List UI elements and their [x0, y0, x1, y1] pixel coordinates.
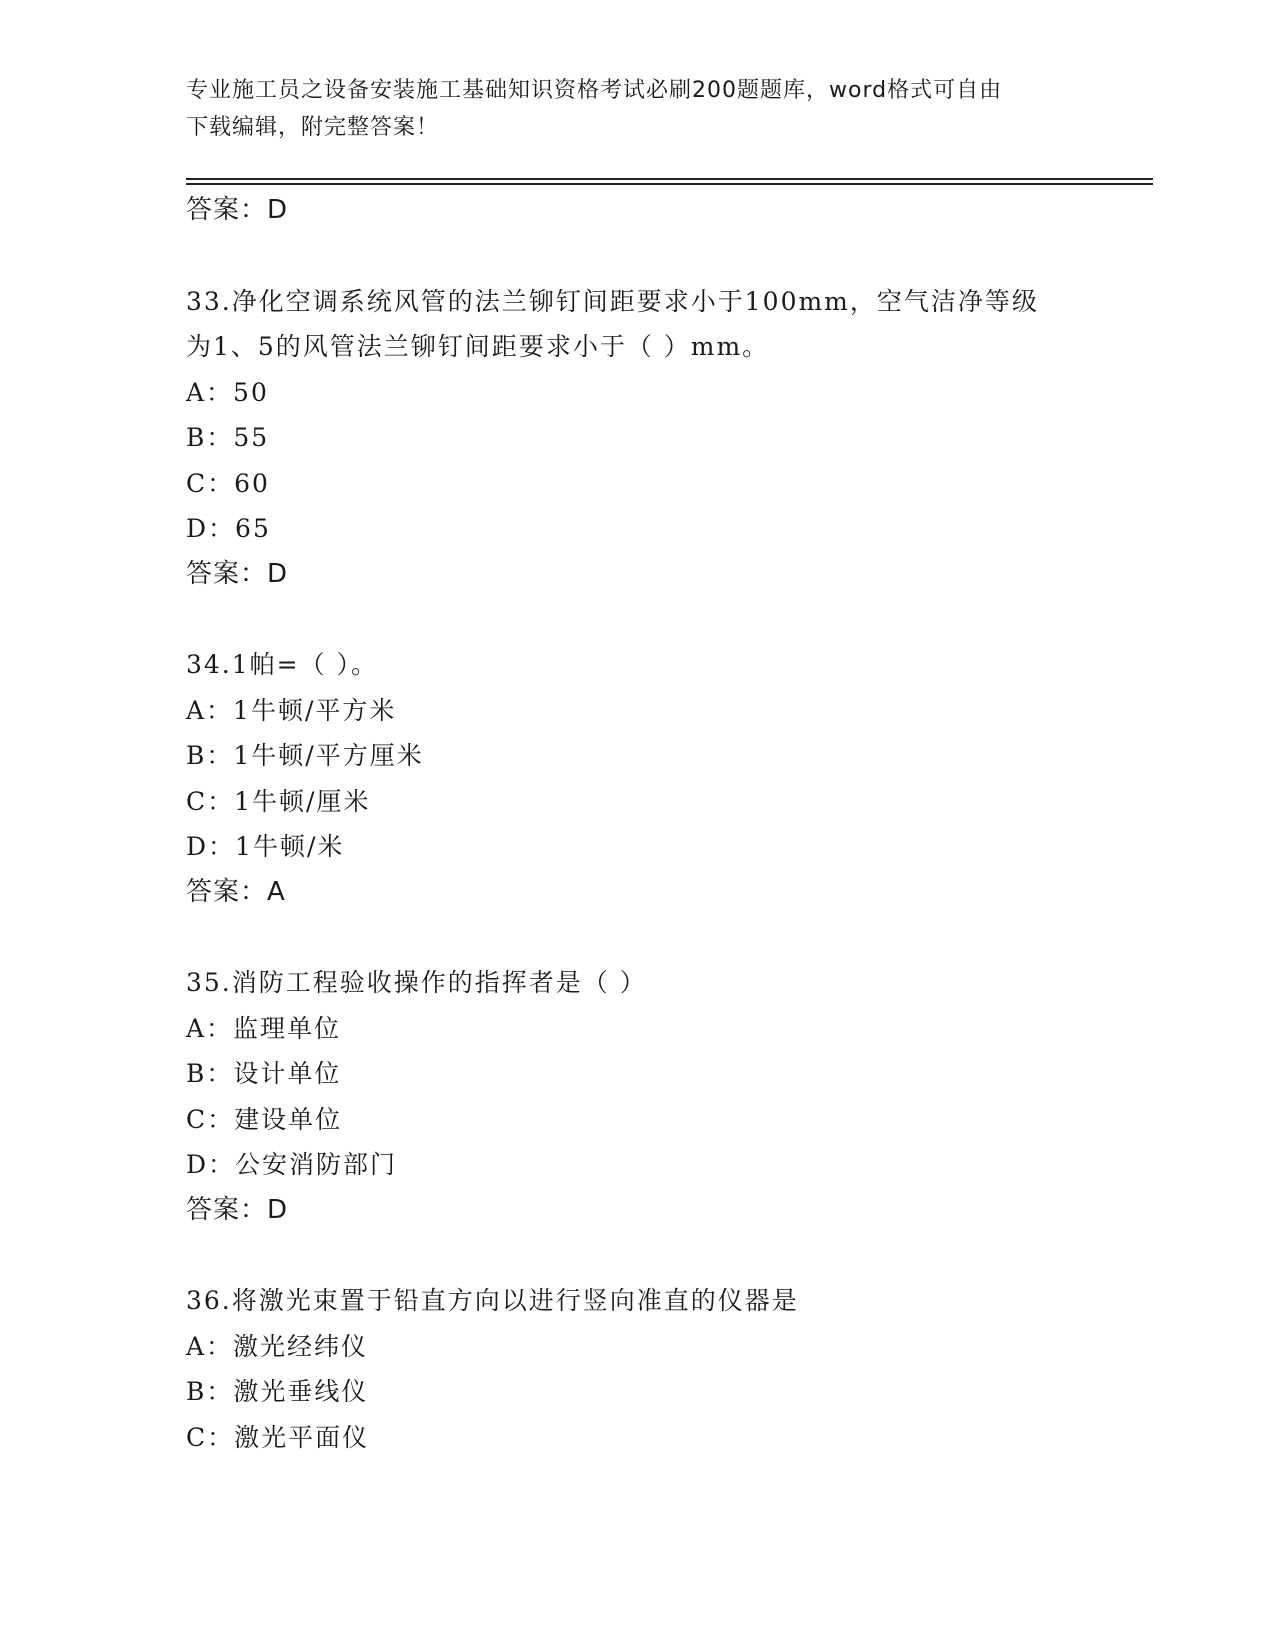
option-d: D：公安消防部门 [186, 1150, 398, 1179]
option-a: A：1牛顿/平方米 [186, 695, 397, 725]
option-b: B：55 [186, 423, 270, 452]
option-b: B：激光垂线仪 [186, 1377, 369, 1406]
option-c: C：1牛顿/厘米 [186, 786, 371, 816]
header-line-2: 下载编辑，附完整答案！ [186, 115, 440, 140]
option-c: C：建设单位 [186, 1104, 343, 1134]
option-b: B：设计单位 [186, 1059, 342, 1088]
option-c: C：60 [186, 468, 270, 498]
question-stem: 34.1帕=（ ）。 [186, 650, 379, 679]
previous-answer: 答案：D [186, 195, 289, 225]
question-stem: 35.消防工程验收操作的指挥者是（ ） [186, 968, 647, 997]
question-stem: 36.将激光束置于铅直方向以进行竖向准直的仪器是 [186, 1286, 799, 1315]
option-d: D：1牛顿/米 [186, 832, 345, 861]
option-a: A：监理单位 [186, 1013, 342, 1043]
question-35 [186, 960, 1076, 1233]
answer: 答案：A [186, 876, 286, 907]
question-stem-continued: 为1、5的风管法兰铆钉间距要求小于（ ）mm。 [186, 332, 770, 361]
option-d: D：65 [186, 514, 271, 543]
question-stem: 33.净化空调系统风管的法兰铆钉间距要求小于100mm，空气洁净等级 [186, 286, 1039, 316]
document-header [186, 72, 1066, 146]
question-33 [186, 279, 1076, 598]
question-36 [186, 1278, 1076, 1460]
question-34 [186, 642, 1076, 915]
header-divider-bottom [186, 183, 1153, 185]
option-c: C：激光平面仪 [186, 1422, 370, 1452]
header-divider-top [186, 178, 1153, 180]
option-a: A：激光经纬仪 [186, 1331, 369, 1361]
header-line-1: 专业施工员之设备安装施工基础知识资格考试必刷200题题库，word格式可自由 [186, 78, 1003, 103]
question-list [186, 188, 1076, 1460]
answer: 答案：D [186, 558, 289, 589]
answer: 答案：D [186, 1194, 289, 1225]
option-b: B：1牛顿/平方厘米 [186, 741, 424, 770]
option-a: A：50 [186, 377, 269, 407]
